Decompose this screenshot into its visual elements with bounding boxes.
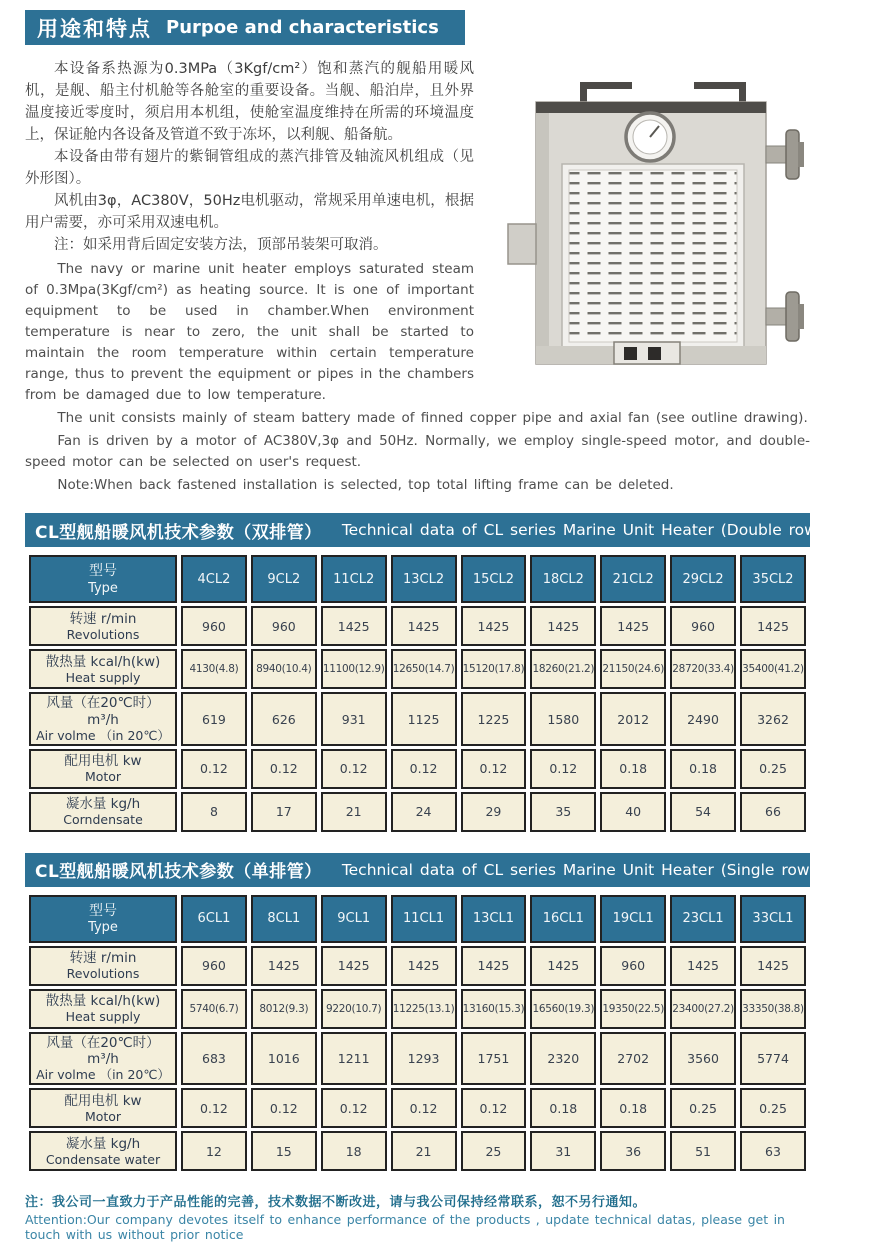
type-header-cell: 型号 Type bbox=[29, 555, 177, 603]
value-cell: 2320 bbox=[530, 1032, 596, 1085]
value-cell: 0.12 bbox=[251, 1088, 317, 1128]
value-cell: 1016 bbox=[251, 1032, 317, 1085]
value-cell: 0.18 bbox=[670, 749, 736, 789]
value-cell: 18260(21.2) bbox=[530, 649, 596, 689]
value-cell: 19350(22.5) bbox=[600, 989, 666, 1029]
value-cell: 66 bbox=[740, 792, 806, 832]
model-header-cell: 35CL2 bbox=[740, 555, 806, 603]
value-cell: 960 bbox=[181, 946, 247, 986]
value-cell: 1425 bbox=[740, 606, 806, 646]
value-cell: 626 bbox=[251, 692, 317, 745]
value-cell: 1425 bbox=[251, 946, 317, 986]
value-cell: 12 bbox=[181, 1131, 247, 1171]
intro-zh-paragraph: 本设备由带有翅片的紫铜管组成的蒸汽排管及轴流风机组成（见外形图）。 bbox=[25, 149, 474, 188]
intro-zh-paragraph: 本设备系热源为0.3MPa（3Kgf/cm²）饱和蒸汽的舰船用暖风机，是舰、船主付机舱等各舱室的重要设备。当舰、船泊岸，且外界温度接近零度时，须启用本机组，使舱室温度维持在所需的环境温度上，保证舱内各设备及管道不致于冻坏，以利舰、船备航。 bbox=[25, 61, 474, 144]
model-header-cell: 21CL2 bbox=[600, 555, 666, 603]
model-header-cell: 19CL1 bbox=[600, 895, 666, 943]
model-header-cell: 4CL2 bbox=[181, 555, 247, 603]
row-label-cell: 配用电机 kw Motor bbox=[29, 1088, 177, 1128]
grille-louvers bbox=[569, 170, 737, 342]
condensate-outlet-flange bbox=[766, 292, 804, 341]
value-cell: 1425 bbox=[600, 606, 666, 646]
value-cell: 1425 bbox=[321, 946, 387, 986]
type-header-cell: 型号 Type bbox=[29, 895, 177, 943]
spec-section-single-rows bbox=[25, 853, 865, 1174]
value-cell: 0.12 bbox=[391, 1088, 457, 1128]
value-cell: 0.12 bbox=[181, 1088, 247, 1128]
intro-en-note: Note:When back fastened installation is selected, top total lifting frame can be deleted. bbox=[57, 476, 674, 493]
value-cell: 1425 bbox=[740, 946, 806, 986]
value-cell: 3262 bbox=[740, 692, 806, 745]
value-cell: 2702 bbox=[600, 1032, 666, 1085]
value-cell: 15120(17.8) bbox=[461, 649, 527, 689]
value-cell: 0.18 bbox=[600, 749, 666, 789]
row-label-cell: 凝水量 kg/h Condensate water bbox=[29, 1131, 177, 1171]
row-label-cell: 凝水量 kg/h Corndensate bbox=[29, 792, 177, 832]
value-cell: 21 bbox=[391, 1131, 457, 1171]
value-cell: 3560 bbox=[670, 1032, 736, 1085]
value-cell: 1225 bbox=[461, 692, 527, 745]
value-cell: 21150(24.6) bbox=[600, 649, 666, 689]
table-title-zh: CL型舰船暖风机技术参数（单排管） bbox=[35, 862, 322, 883]
product-photo bbox=[480, 58, 810, 370]
model-header-cell: 16CL1 bbox=[530, 895, 596, 943]
row-label-cell: 转速 r/min Revolutions bbox=[29, 606, 177, 646]
value-cell: 0.12 bbox=[461, 1088, 527, 1128]
value-cell: 1293 bbox=[391, 1032, 457, 1085]
value-cell: 1425 bbox=[391, 606, 457, 646]
value-cell: 1751 bbox=[461, 1032, 527, 1085]
value-cell: 0.12 bbox=[461, 749, 527, 789]
value-cell: 18 bbox=[321, 1131, 387, 1171]
value-cell: 960 bbox=[181, 606, 247, 646]
table-title-en: Technical data of CL series Marine Unit Heater (Double rows pipe) bbox=[341, 521, 871, 540]
value-cell: 683 bbox=[181, 1032, 247, 1085]
value-cell: 28720(33.4) bbox=[670, 649, 736, 689]
value-cell: 1425 bbox=[321, 606, 387, 646]
value-cell: 0.18 bbox=[600, 1088, 666, 1128]
value-cell: 0.12 bbox=[321, 1088, 387, 1128]
value-cell: 931 bbox=[321, 692, 387, 745]
row-label-cell: 配用电机 kw Motor bbox=[29, 749, 177, 789]
value-cell: 13160(15.3) bbox=[461, 989, 527, 1029]
model-header-cell: 18CL2 bbox=[530, 555, 596, 603]
model-header-cell: 13CL1 bbox=[461, 895, 527, 943]
pressure-gauge bbox=[626, 113, 674, 161]
model-header-cell: 13CL2 bbox=[391, 555, 457, 603]
spec-section-double-rows bbox=[25, 513, 871, 834]
model-header-cell: 11CL2 bbox=[321, 555, 387, 603]
value-cell: 0.18 bbox=[530, 1088, 596, 1128]
value-cell: 15 bbox=[251, 1131, 317, 1171]
value-cell: 0.12 bbox=[530, 749, 596, 789]
row-label-cell: 风量（在20℃时） m³/h Air volme （in 20℃） bbox=[29, 1032, 177, 1085]
spec-table-single-rows bbox=[25, 892, 810, 1174]
intro-en-section bbox=[25, 408, 810, 496]
value-cell: 2012 bbox=[600, 692, 666, 745]
intro-section bbox=[25, 58, 810, 406]
value-cell: 0.12 bbox=[181, 749, 247, 789]
model-header-cell: 9CL2 bbox=[251, 555, 317, 603]
intro-zh-note: 注：如采用背后固定安装方法，顶部吊装架可取消。 bbox=[54, 237, 388, 254]
value-cell: 960 bbox=[251, 606, 317, 646]
intro-text-column bbox=[25, 58, 480, 406]
table-title-bar-double bbox=[25, 513, 871, 547]
value-cell: 0.25 bbox=[740, 749, 806, 789]
value-cell: 25 bbox=[461, 1131, 527, 1171]
steam-inlet-flange bbox=[766, 130, 804, 179]
model-header-cell: 6CL1 bbox=[181, 895, 247, 943]
value-cell: 1425 bbox=[461, 606, 527, 646]
value-cell: 8940(10.4) bbox=[251, 649, 317, 689]
value-cell: 4130(4.8) bbox=[181, 649, 247, 689]
value-cell: 0.12 bbox=[391, 749, 457, 789]
value-cell: 1211 bbox=[321, 1032, 387, 1085]
model-header-cell: 11CL1 bbox=[391, 895, 457, 943]
value-cell: 17 bbox=[251, 792, 317, 832]
page-title-en: Purpoe and characteristics bbox=[166, 17, 439, 38]
value-cell: 1580 bbox=[530, 692, 596, 745]
spec-table-double-rows bbox=[25, 552, 810, 834]
value-cell: 2490 bbox=[670, 692, 736, 745]
value-cell: 51 bbox=[670, 1131, 736, 1171]
value-cell: 619 bbox=[181, 692, 247, 745]
intro-zh-paragraph: 风机由3φ，AC380V，50Hz电机驱动，常规采用单速电机，根据用户需要，亦可采用双速电机。 bbox=[25, 193, 474, 232]
model-header-cell: 15CL2 bbox=[461, 555, 527, 603]
mounting-brackets bbox=[580, 82, 746, 104]
page-title-zh: 用途和特点 bbox=[37, 16, 152, 41]
value-cell: 12650(14.7) bbox=[391, 649, 457, 689]
footer-notes bbox=[25, 1191, 810, 1242]
value-cell: 1125 bbox=[391, 692, 457, 745]
footer-note-zh: 注：我公司一直致力于产品性能的完善，技术数据不断改进，请与我公司保持经常联系，恕不另行通知。 bbox=[25, 1195, 647, 1211]
row-label-cell: 散热量 kcal/h(kw) Heat supply bbox=[29, 989, 177, 1029]
value-cell: 11225(13.1) bbox=[391, 989, 457, 1029]
value-cell: 9220(10.7) bbox=[321, 989, 387, 1029]
value-cell: 29 bbox=[461, 792, 527, 832]
model-header-cell: 29CL2 bbox=[670, 555, 736, 603]
value-cell: 23400(27.2) bbox=[670, 989, 736, 1029]
row-label-cell: 转速 r/min Revolutions bbox=[29, 946, 177, 986]
model-header-cell: 33CL1 bbox=[740, 895, 806, 943]
value-cell: 35400(41.2) bbox=[740, 649, 806, 689]
value-cell: 31 bbox=[530, 1131, 596, 1171]
junction-box bbox=[508, 224, 536, 264]
table-title-zh: CL型舰船暖风机技术参数（双排管） bbox=[35, 522, 322, 543]
value-cell: 0.25 bbox=[740, 1088, 806, 1128]
value-cell: 1425 bbox=[670, 946, 736, 986]
model-header-cell: 9CL1 bbox=[321, 895, 387, 943]
value-cell: 1425 bbox=[530, 946, 596, 986]
intro-en-paragraph: The navy or marine unit heater employs saturated steam of 0.3Mpa(3Kgf/cm²) as heating source. It is one of important equipment to be used in chamber.When environment temperature is near to zero, the unit shall be started to maintain the room temperature within certain temperature range, thus to prevent the equipment or pipes in the chambers from be damaged due to low temperature. bbox=[25, 261, 474, 403]
value-cell: 0.12 bbox=[251, 749, 317, 789]
value-cell: 33350(38.8) bbox=[740, 989, 806, 1029]
value-cell: 16560(19.3) bbox=[530, 989, 596, 1029]
control-panel bbox=[614, 342, 680, 364]
value-cell: 5740(6.7) bbox=[181, 989, 247, 1029]
value-cell: 1425 bbox=[530, 606, 596, 646]
value-cell: 40 bbox=[600, 792, 666, 832]
model-header-cell: 8CL1 bbox=[251, 895, 317, 943]
footer-note-en: Attention:Our company devotes itself to enhance performance of the products , update technical datas, please get in touch with us without prior notice bbox=[25, 1212, 785, 1242]
row-label-cell: 风量（在20℃时） m³/h Air volme （in 20℃） bbox=[29, 692, 177, 745]
value-cell: 54 bbox=[670, 792, 736, 832]
intro-en-paragraph: The unit consists mainly of steam battery made of finned copper pipe and axial fan (see outline drawing). bbox=[57, 409, 808, 426]
intro-en-paragraph: Fan is driven by a motor of AC380V,3φ and 50Hz. Normally, we employ single-speed motor, and double-speed motor can be selected on user's request. bbox=[25, 432, 810, 470]
model-header-cell: 23CL1 bbox=[670, 895, 736, 943]
row-label-cell: 散热量 kcal/h(kw) Heat supply bbox=[29, 649, 177, 689]
value-cell: 0.12 bbox=[321, 749, 387, 789]
value-cell: 24 bbox=[391, 792, 457, 832]
value-cell: 1425 bbox=[391, 946, 457, 986]
value-cell: 63 bbox=[740, 1131, 806, 1171]
page-title bbox=[25, 10, 465, 45]
value-cell: 36 bbox=[600, 1131, 666, 1171]
value-cell: 1425 bbox=[461, 946, 527, 986]
value-cell: 8 bbox=[181, 792, 247, 832]
value-cell: 11100(12.9) bbox=[321, 649, 387, 689]
value-cell: 8012(9.3) bbox=[251, 989, 317, 1029]
value-cell: 960 bbox=[670, 606, 736, 646]
value-cell: 0.25 bbox=[670, 1088, 736, 1128]
value-cell: 21 bbox=[321, 792, 387, 832]
value-cell: 960 bbox=[600, 946, 666, 986]
value-cell: 5774 bbox=[740, 1032, 806, 1085]
value-cell: 35 bbox=[530, 792, 596, 832]
table-title-en: Technical data of CL series Marine Unit Heater (Single rows pipe) bbox=[341, 860, 865, 879]
table-title-bar-single bbox=[25, 853, 865, 887]
unit-heater-illustration bbox=[480, 58, 810, 370]
